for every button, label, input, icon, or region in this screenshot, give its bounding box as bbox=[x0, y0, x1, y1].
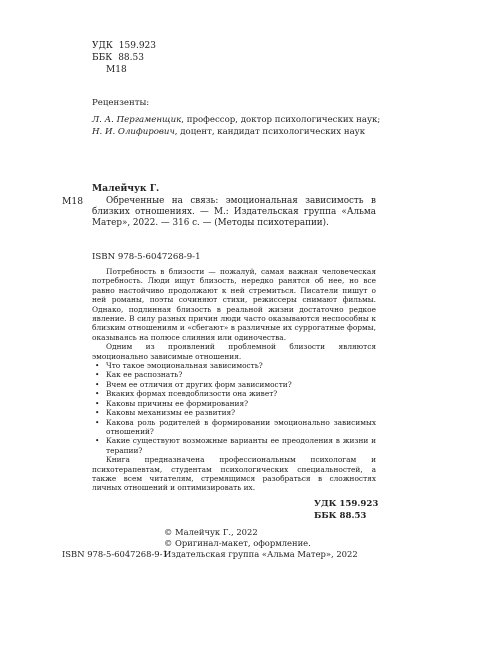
list-item bbox=[92, 408, 376, 417]
list-item bbox=[92, 380, 376, 389]
classification-block bbox=[92, 40, 156, 76]
bullet-icon: • bbox=[95, 361, 100, 371]
copyright-publisher: Издательская группа «Альма Матер», 2022 bbox=[164, 549, 358, 559]
bullet-icon: • bbox=[95, 370, 100, 380]
bbk-value: 88.53 bbox=[118, 53, 144, 63]
question-text: Какие существуют возможные варианты ее преодоления в жизни и терапии? bbox=[106, 436, 376, 455]
reviewer-line bbox=[92, 126, 392, 138]
questions-list bbox=[92, 361, 376, 455]
copyright-block bbox=[164, 527, 358, 560]
bbk-line bbox=[92, 52, 156, 64]
question-text: Какова роль родителей в формировании эмоционально зависимых отношений? bbox=[106, 417, 376, 436]
reviewer-desc: , доцент, кандидат психологических наук bbox=[174, 127, 366, 137]
list-item bbox=[92, 418, 376, 437]
question-text: Как ее распознать? bbox=[106, 370, 183, 380]
reviewer-desc: , профессор, доктор психологических наук; bbox=[181, 115, 381, 125]
isbn-top: ISBN 978-5-6047268-9-1 bbox=[92, 252, 201, 262]
question-text: Вкаких формах псевдоблизости она живет? bbox=[106, 389, 278, 399]
book-author: Малейчук Г. bbox=[92, 183, 160, 194]
list-item bbox=[92, 361, 376, 370]
author-code: М18 bbox=[106, 65, 127, 75]
reviewers-heading: Рецензенты: bbox=[92, 98, 150, 108]
udk-value: 159.923 bbox=[118, 41, 157, 51]
copyright-layout: © Оригинал-макет, оформление. bbox=[164, 538, 311, 548]
bullet-icon: • bbox=[95, 408, 100, 418]
reviewer-name: Л. А. Пергаменщик bbox=[92, 115, 182, 125]
annotation-block bbox=[92, 267, 376, 493]
bottom-codes bbox=[314, 498, 378, 522]
bullet-icon: • bbox=[95, 389, 100, 399]
bullet-icon: • bbox=[95, 379, 100, 389]
bullet-icon: • bbox=[95, 436, 100, 446]
list-item bbox=[92, 370, 376, 379]
annotation-second: Одним из проявлений проблемной близости являются эмоционально зависимые отношения. bbox=[92, 342, 376, 361]
annotation-intro: Потребность в близости — пожалуй, самая важная человеческая потребность. Люди ищут близость, нередко ранятся об нее, но все равно настойчиво продолжают к ней стремиться. Писатели пишут о ней романы, поэты сочиняют стихи, режиссеры снимают фильмы. Однако, подлинная близость в реальной жизни достаточно редкое явление. В силу разных причин люди часто оказываются неспособны к близким отношениям и «сбегают» в различные их суррогатные формы, оказываясь на полюсе слияния или одиночества. bbox=[92, 267, 376, 342]
bbk-label: ББК bbox=[92, 53, 113, 63]
list-item bbox=[92, 399, 376, 408]
list-item bbox=[92, 389, 376, 398]
question-text: Что такое эмоциональная зависимость? bbox=[106, 361, 263, 371]
list-item bbox=[92, 436, 376, 455]
bibliographic-entry: Обреченные на связь: эмоциональная зависимость в близких отношениях. — М.: Издательская группа «Альма Матер», 2022. — 316 с. — (Методы психотерапии). bbox=[92, 196, 376, 228]
reviewer-name: Н. И. Олифирович bbox=[92, 127, 175, 137]
question-text: Каковы механизмы ее развития? bbox=[106, 408, 236, 418]
reviewer-line bbox=[92, 114, 392, 126]
isbn-bottom: ISBN 978-5-6047268-9-1 bbox=[62, 549, 168, 559]
annotation-closing: Книга предназначена профессиональным психологам и психотерапевтам, студентам психологических специальностей, а также всем читателям, стремящимся разобраться в сложностях личных отношений и оптимизировать их. bbox=[92, 455, 376, 493]
question-text: Вчем ее отличия от других форм зависимости? bbox=[106, 379, 292, 389]
book-author-code: М18 bbox=[62, 196, 84, 207]
copyright-author: © Малейчук Г., 2022 bbox=[164, 527, 258, 537]
bullet-icon: • bbox=[95, 417, 100, 427]
question-text: Каковы причины ее формирования? bbox=[106, 398, 249, 408]
udk-line bbox=[92, 40, 156, 52]
reviewers-block bbox=[92, 97, 392, 138]
bbk-bottom: ББК 88.53 bbox=[314, 511, 367, 521]
bullet-icon: • bbox=[95, 398, 100, 408]
udk-bottom: УДК 159.923 bbox=[314, 499, 379, 509]
udk-label: УДК bbox=[92, 41, 113, 51]
author-code-line bbox=[92, 64, 156, 76]
